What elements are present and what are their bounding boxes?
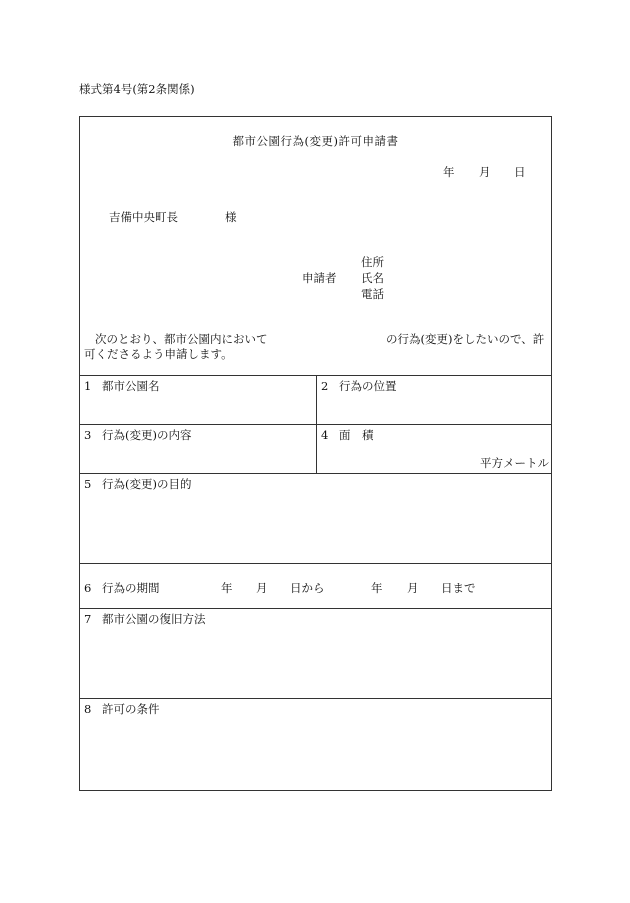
field-label: 面 積	[339, 428, 374, 442]
statement-part2: の行為(変更)をしたいので、許	[386, 332, 545, 346]
field-label: 都市公園の復旧方法	[102, 612, 206, 626]
field-number: 8	[84, 702, 92, 716]
form-title: 都市公園行為(変更)許可申請書	[232, 134, 399, 148]
field-label: 行為(変更)の目的	[102, 477, 192, 491]
field-label: 行為の期間	[102, 581, 160, 595]
field-action-purpose	[84, 476, 191, 492]
field-park-name	[84, 378, 160, 394]
date-month: 月	[479, 165, 491, 179]
applicant-phone-label: 電話	[361, 287, 384, 301]
period-month-start: 月	[256, 581, 268, 595]
area-unit: 平方メートル	[480, 456, 549, 470]
field-label: 行為の位置	[339, 379, 397, 393]
field-number: 3	[84, 428, 92, 442]
row-divider	[80, 698, 551, 699]
applicant-label: 申請者	[302, 271, 337, 285]
column-divider	[316, 375, 317, 473]
date-day: 日	[514, 165, 526, 179]
row-divider	[80, 473, 551, 474]
date-year: 年	[443, 165, 455, 179]
form-number-label: 様式第4号(第2条関係)	[79, 82, 195, 96]
field-label: 許可の条件	[102, 702, 160, 716]
field-label: 行為(変更)の内容	[102, 428, 192, 442]
field-action-location	[321, 378, 397, 394]
field-permit-conditions	[84, 701, 160, 717]
field-action-period	[84, 580, 160, 596]
period-month-end: 月	[407, 581, 419, 595]
addressee-name: 吉備中央町長	[109, 210, 178, 224]
field-restoration-method	[84, 611, 206, 627]
period-year-start: 年	[221, 581, 233, 595]
period-day-until: 日まで	[441, 581, 476, 595]
field-number: 4	[321, 428, 329, 442]
statement-part1: 次のとおり、都市公園内において	[95, 332, 268, 346]
applicant-name-label: 氏名	[361, 271, 384, 285]
application-form	[79, 116, 552, 791]
period-day-from: 日から	[290, 581, 325, 595]
field-number: 2	[321, 379, 329, 393]
field-number: 7	[84, 612, 92, 626]
applicant-address-label: 住所	[361, 255, 384, 269]
field-number: 1	[84, 379, 92, 393]
row-divider	[80, 563, 551, 564]
field-number: 5	[84, 477, 92, 491]
addressee-honorific: 様	[225, 210, 237, 224]
period-year-end: 年	[371, 581, 383, 595]
field-label: 都市公園名	[102, 379, 160, 393]
field-area	[321, 427, 374, 443]
field-number: 6	[84, 581, 92, 595]
statement-line2: 可くださるよう申請します。	[84, 347, 233, 361]
field-action-content	[84, 427, 191, 443]
row-divider	[80, 608, 551, 609]
